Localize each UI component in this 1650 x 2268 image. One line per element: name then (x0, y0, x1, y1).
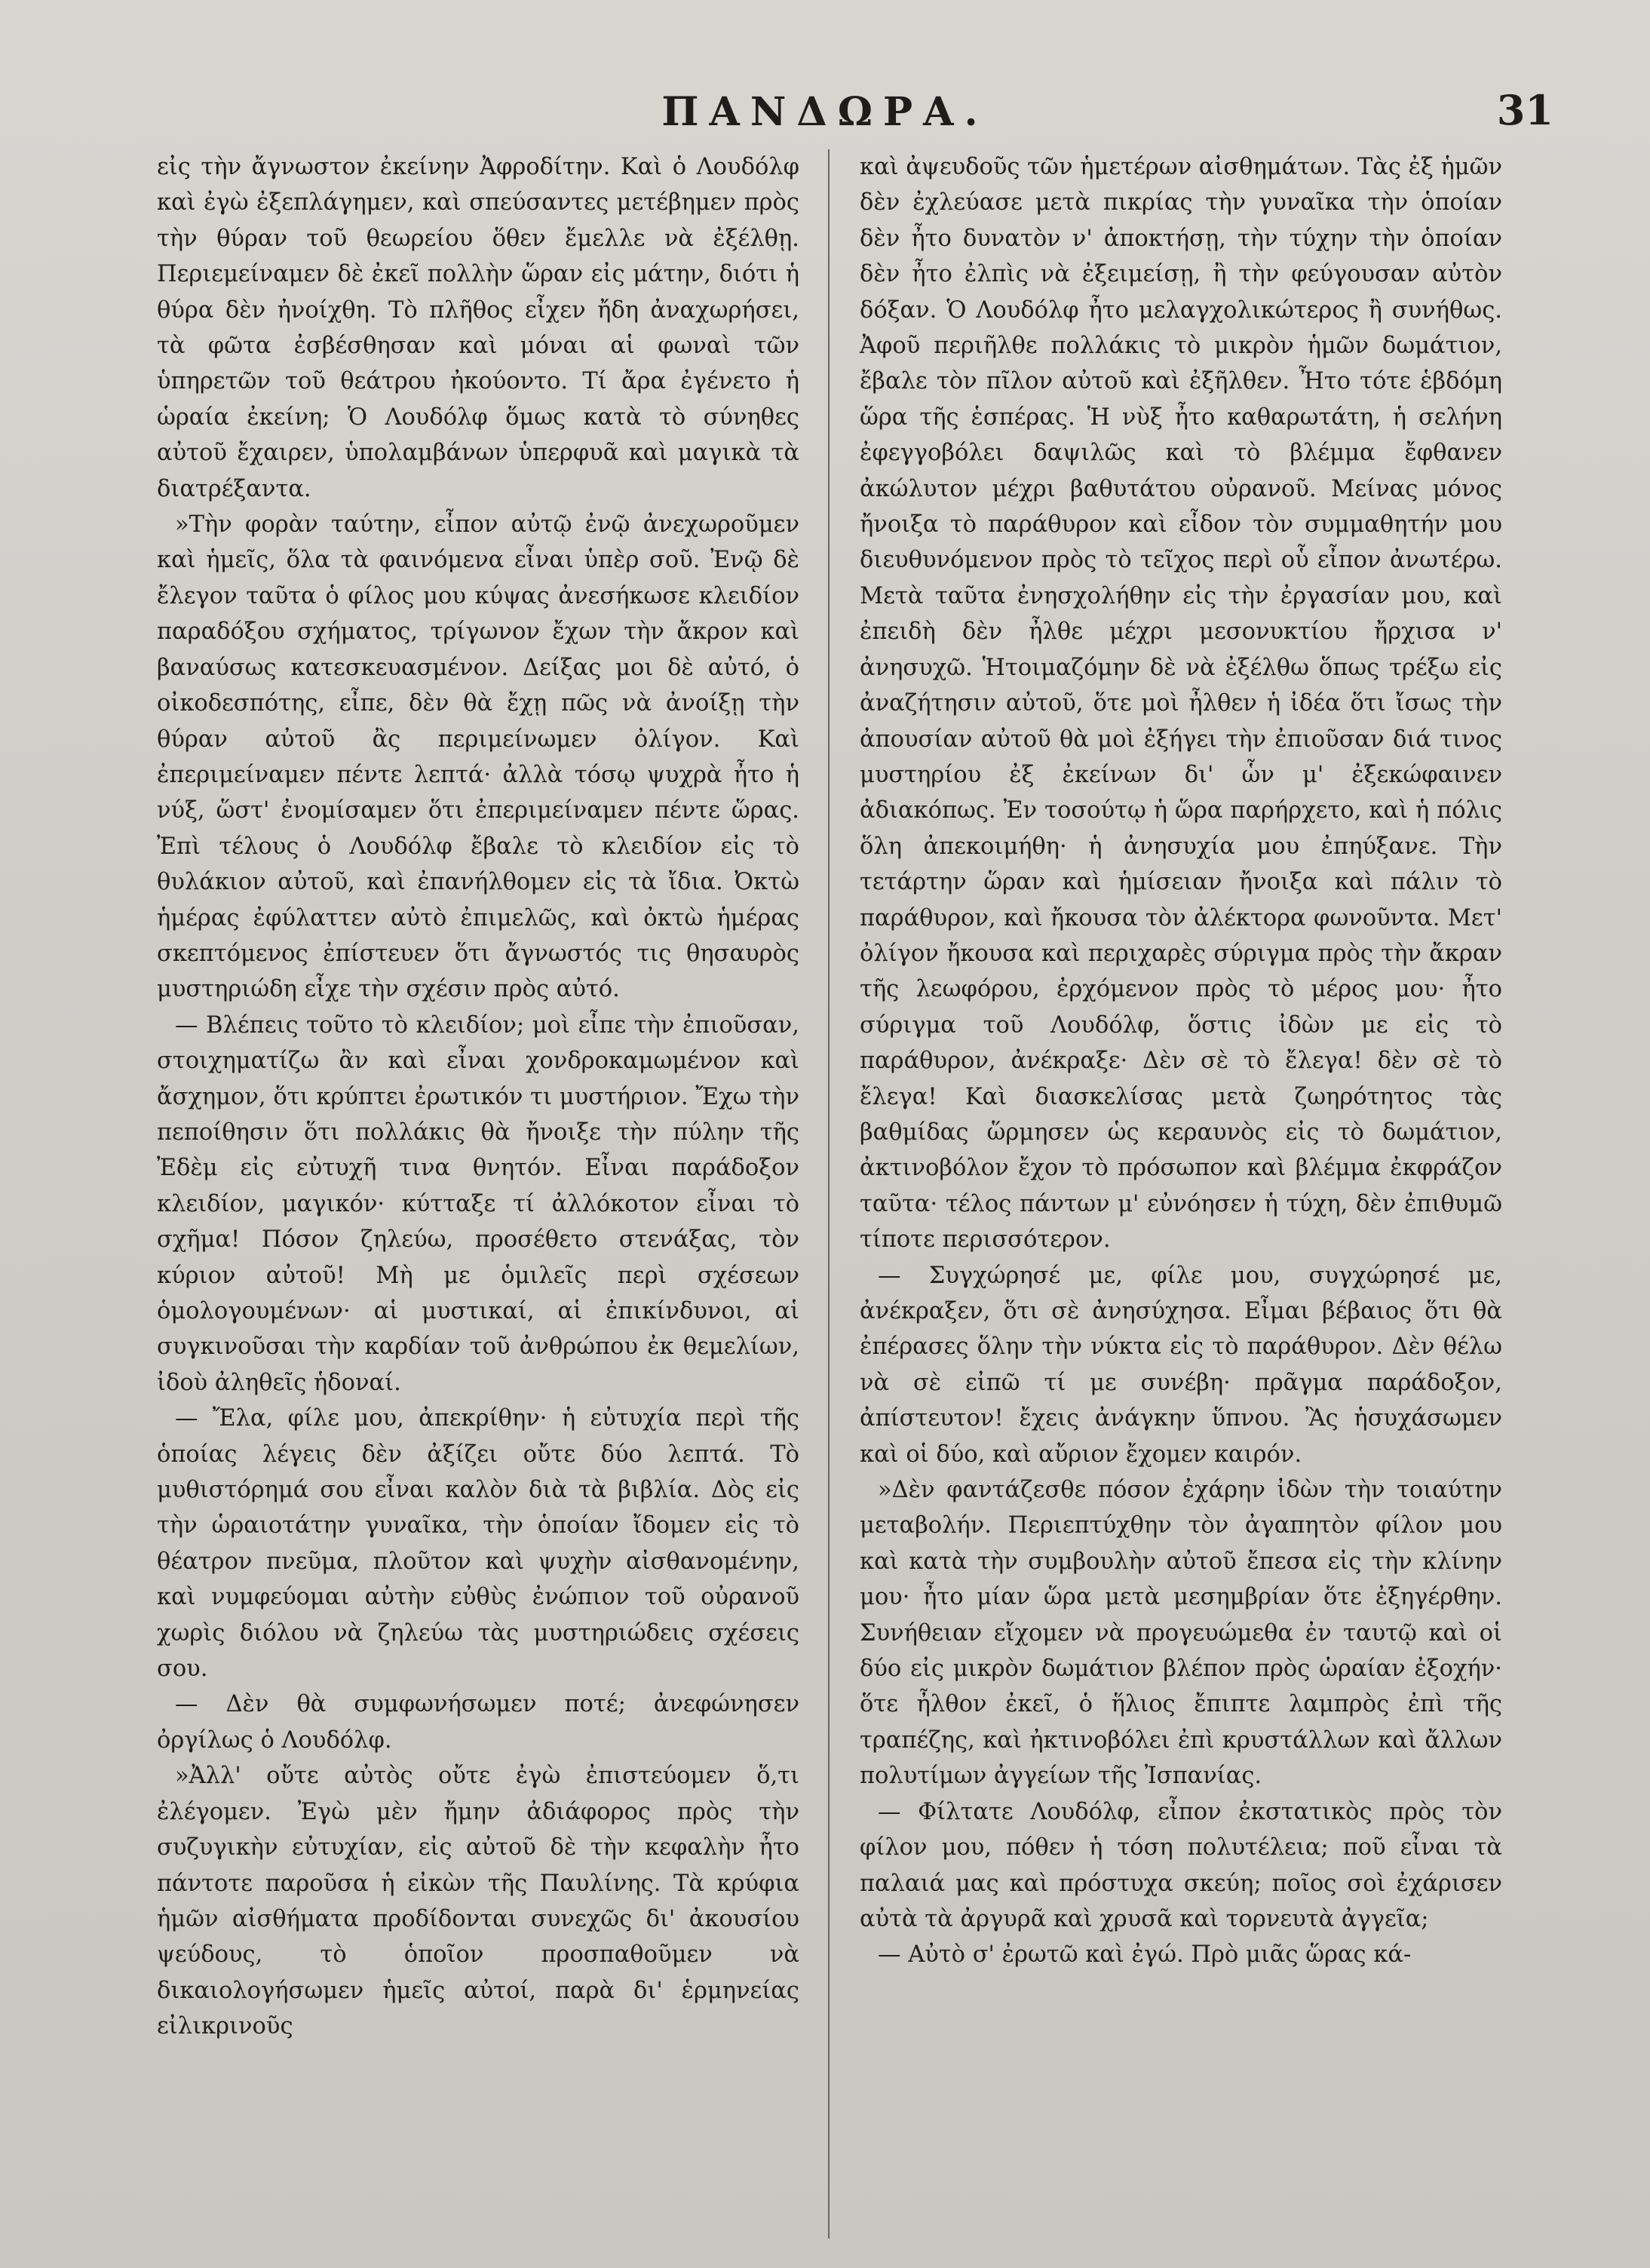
paragraph: — Φίλτατε Λουδόλφ, εἶπον ἐκστατικὸς πρὸς τὸν φίλον μου, πόθεν ἡ τόση πολυτέλεια; ποῦ εἶναι τὰ παλαιά μας καὶ πρόστυχα σκεύη; ποῖος σοὶ ἐχάρισεν αὐτὰ τὰ ἀργυρᾶ καὶ χρυσᾶ καὶ τορνευτὰ ἀγγεῖα; (860, 1798, 1502, 1932)
page-header (0, 81, 1650, 142)
paragraph: »Δὲν φαντάζεσθε πόσον ἐχάρην ἰδὼν τὴν τοιαύτην μεταβολήν. Περιεπτύχθην τὸν ἀγαπητὸν φίλον μου καὶ κατὰ τὴν συμβουλὴν αὐτοῦ ἔπεσα εἰς τὴν κλίνην μου· ἦτο μίαν ὥρα μετὰ μεσημβρίαν ὅτε ἐξηγέρθην. Συνήθειαν εἴχομεν νὰ προγευώμεθα ἐν ταυτῷ καὶ οἱ δύο εἰς μικρὸν δωμάτιον βλέπον πρὸς ὡραίαν ἐξοχήν· ὅτε ἦλθον ἐκεῖ, ὁ ἥλιος ἔπιπτε λαμπρὸς ἐπὶ τῆς τραπέζης, καὶ ἠκτινοβόλει ἐπὶ κρυστάλλων καὶ ἄλλων πολυτίμων ἀγγείων τῆς Ἰσπανίας. (860, 1477, 1502, 1790)
running-title: ΠΑΝΔΩΡΑ. (661, 89, 989, 135)
right-column (860, 149, 1502, 1973)
paragraph: — Αὐτὸ σ' ἐρωτῶ καὶ ἐγώ. Πρὸ μιᾶς ὥρας κά- (878, 1941, 1412, 1969)
paragraph: καὶ ἀψευδοῦς τῶν ἡμετέρων αἰσθημάτων. Τὰς ἐξ ἡμῶν δὲν ἐχλεύασε μετὰ πικρίας τὴν γυναῖκα τὴν ὁποίαν δὲν ἦτο δυνατὸν ν' ἀποκτήσῃ, τὴν τύχην τὴν ὁποίαν δὲν ἦτο ἐλπὶς νὰ ἐξειμείσῃ, ἢ τὴν φεύγουσαν αὐτὸν δόξαν. Ὁ Λουδόλφ ἦτο μελαγχολικώτερος ἢ συνήθως. Ἀφοῦ περιῆλθε πολλάκις τὸ μικρὸν ἡμῶν δωμάτιον, ἔβαλε τὸν πῖλον αὐτοῦ καὶ ἐξῆλθεν. Ἦτο τότε ἑβδόμη ὥρα τῆς ἑσπέρας. Ἡ νὺξ ἦτο καθαρωτάτη, ἡ σελήνη ἐφεγγοβόλει δαψιλῶς καὶ τὸ βλέμμα ἔφθανεν ἀκώλυτον μέχρι βαθυτάτου οὐρανοῦ. Μείνας μόνος ἤνοιξα τὸ παράθυρον καὶ εἶδον τὸν συμμαθητήν μου διευθυνόμενον πρὸς τὸ τεῖχος περὶ οὗ εἶπον ἀνωτέρω. Μετὰ ταῦτα ἐνησχολήθην εἰς τὴν ἐργασίαν μου, καὶ ἐπειδὴ δὲν ἦλθε μέχρι μεσονυκτίου ἤρχισα ν' ἀνησυχῶ. Ἡτοιμαζόμην δὲ νὰ ἐξέλθω ὅπως τρέξω εἰς ἀναζήτησιν αὐτοῦ, ὅτε μοὶ ἦλθεν ἡ ἰδέα ὅτι ἴσως τὴν ἀπουσίαν αὐτοῦ θὰ μοὶ ἐξήγει τὴν ἐπιοῦσαν διά τινος μυστηρίου ἐξ ἐκείνων δι' ὧν μ' ἐξεκώφαινεν ἀδιακόπως. Ἐν τοσούτῳ ἡ ὥρα παρήρχετο, καὶ ἡ πόλις ὅλη ἀπεκοιμήθη· ἡ ἀνησυχία μου ἐπηύξανε. Τὴν τετάρτην ὥραν καὶ ἡμίσειαν ἤνοιξα καὶ πάλιν τὸ παράθυρον, καὶ ἤκουσα τὸν ἀλέκτορα φωνοῦντα. Μετ' ὀλίγον ἤκουσα καὶ περιχαρὲς σύριγμα πρὸς τὴν ἄκραν τῆς λεωφόρου, ἐρχόμενον πρὸς τὸ μέρος μου· ἦτο σύριγμα τοῦ Λουδόλφ, ὅστις ἰδὼν με εἰς τὸ παράθυρον, ἀνέκραξε· Δὲν σὲ τὸ ἔλεγα! δὲν σὲ τὸ ἔλεγα! Καὶ διασκελίσας μετὰ ζωηρότητος τὰς βαθμίδας ὥρμησεν ὡς κεραυνὸς εἰς τὸ δωμάτιον, ἀκτινοβόλον ἔχον τὸ πρόσωπον καὶ βλέμμα ἐκφράζον ταῦτα· τέλος πάντων μ' εὐνόησεν ἡ τύχη, δὲν ἐπιθυμῶ τίποτε περισσότερον. (860, 154, 1502, 1254)
left-column (157, 149, 799, 2045)
paragraph: — Βλέπεις τοῦτο τὸ κλειδίον; μοὶ εἶπε τὴν ἐπιοῦσαν, στοιχηματίζω ἂν καὶ εἶναι χονδροκαμωμένον καὶ ἄσχημον, ὅτι κρύπτει ἐρωτικόν τι μυστήριον. Ἔχω τὴν πεποίθησιν ὅτι πολλάκις θὰ ἤνοιξε τὴν πύλην τῆς Ἐδὲμ εἰς εὐτυχῆ τινα θνητόν. Εἶναι παράδοξον κλειδίον, μαγικόν· κύτταξε τί ἀλλόκοτον εἶναι τὸ σχῆμα! Πόσον ζηλεύω, προσέθετο στενάξας, τὸν κύριον αὐτοῦ! Μὴ με ὁμιλεῖς περὶ σχέσεων ὁμολογουμένων· αἱ μυστικαί, αἱ ἐπικίνδυνοι, αἱ συγκινοῦσαι τὴν καρδίαν τοῦ ἀνθρώπου ἐκ θεμελίων, ἰδοὺ ἀληθεῖς ἡδοναί. (157, 1011, 799, 1396)
paragraph: »Ἀλλ' οὔτε αὐτὸς οὔτε ἐγὼ ἐπιστεύομεν ὅ,τι ἐλέγομεν. Ἐγὼ μὲν ἤμην ἀδιάφορος πρὸς τὴν συζυγικὴν εὐτυχίαν, εἰς αὐτοῦ δὲ τὴν κεφαλὴν ἦτο πάντοτε παροῦσα ἡ εἰκὼν τῆς Παυλίνης. Τὰ κρύφια ἡμῶν αἰσθήματα προδίδονται συνεχῶς δι' ἀκουσίου ψεύδους, τὸ ὁποῖον προσπαθοῦμεν νὰ δικαιολογήσωμεν ἡμεῖς αὐτοί, παρὰ δι' ἑρμηνείας εἰλικρινοῦς (157, 1763, 799, 2040)
paragraph: »Τὴν φορὰν ταύτην, εἶπον αὐτῷ ἐνῷ ἀνεχωροῦμεν καὶ ἡμεῖς, ὅλα τὰ φαινόμενα εἶναι ὑπὲρ σοῦ. Ἐνῷ δὲ ἔλεγον ταῦτα ὁ φίλος μου κύψας ἀνεσήκωσε κλειδίον παραδόξου σχήματος, τρίγωνον ἔχων τὴν ἄκρον καὶ βαναύσως κατεσκευασμένον. Δείξας μοι δὲ αὐτό, ὁ οἰκοδεσπότης, εἶπε, δὲν θὰ ἔχῃ πῶς νὰ ἀνοίξῃ τὴν θύραν αὐτοῦ ἂς περιμείνωμεν ὀλίγον. Καὶ ἐπεριμείναμεν πέντε λεπτά· ἀλλὰ τόσῳ ψυχρὰ ἦτο ἡ νύξ, ὥστ' ἐνομίσαμεν ὅτι ἐπεριμείναμεν πέντε ὥρας. Ἐπὶ τέλους ὁ Λουδόλφ ἔβαλε τὸ κλειδίον εἰς τὸ θυλάκιον αὐτοῦ, καὶ ἐπανήλθομεν εἰς τὰ ἴδια. Ὀκτὼ ἡμέρας ἐφύλαττεν αὐτὸ ἐπιμελῶς, καὶ ὀκτὼ ἡμέρας σκεπτόμενος ἐπίστευεν ὅτι ἄγνωστός τις θησαυρὸς μυστηριώδη εἶχε τὴν σχέσιν πρὸς αὐτό. (157, 511, 799, 1003)
paragraph: εἰς τὴν ἄγνωστον ἐκείνην Ἀφροδίτην. Καὶ ὁ Λουδόλφ καὶ ἐγὼ ἐξεπλάγημεν, καὶ σπεύσαντες μετέβημεν πρὸς τὴν θύραν τοῦ θεωρείου ὅθεν ἔμελλε νὰ ἐξέλθῃ. Περιεμείναμεν δὲ ἐκεῖ πολλὴν ὥραν εἰς μάτην, διότι ἡ θύρα δὲν ἠνοίχθη. Τὸ πλῆθος εἶχεν ἤδη ἀναχωρήσει, τὰ φῶτα ἐσβέσθησαν καὶ μόναι αἱ φωναὶ τῶν ὑπηρετῶν τοῦ θεάτρου ἠκούοντο. Τί ἄρα ἐγένετο ἡ ὡραία ἐκείνη; Ὁ Λουδόλφ ὅμως κατὰ τὸ σύνηθες αὐτοῦ ἔχαιρεν, ὑπολαμβάνων ὑπερφυᾶ καὶ μαγικὰ τὰ διατρέξαντα. (157, 154, 799, 502)
paragraph: — Ἔλα, φίλε μου, ἀπεκρίθην· ἡ εὐτυχία περὶ τῆς ὁποίας λέγεις δὲν ἀξίζει οὔτε δύο λεπτά. Τὸ μυθιστόρημά σου εἶναι καλὸν διὰ τὰ βιβλία. Δὸς εἰς τὴν ὡραιοτάτην γυναῖκα, τὴν ὁποίαν ἴδομεν εἰς τὸ θέατρον πνεῦμα, πλοῦτον καὶ ψυχὴν αἰσθανομένην, καὶ νυμφεύομαι αὐτὴν εὐθὺς ἐνώπιον τοῦ οὐρανοῦ χωρὶς διόλου νὰ ζηλεύω τὰς μυστηριώδεις σχέσεις σου. (157, 1405, 799, 1683)
column-divider (828, 149, 830, 2239)
page-number: 31 (1496, 86, 1553, 134)
paragraph: — Δὲν θὰ συμφωνήσωμεν ποτέ; ἀνεφώνησεν ὀργίλως ὁ Λουδόλφ. (157, 1691, 799, 1754)
paragraph: — Συγχώρησέ με, φίλε μου, συγχώρησέ με, ἀνέκραξεν, ὅτι σὲ ἀνησύχησα. Εἶμαι βέβαιος ὅτι θὰ ἐπέρασες ὅλην τὴν νύκτα εἰς τὸ παράθυρον. Δὲν θέλω νὰ σὲ εἰπῶ τί με συνέβη· πρᾶγμα παράδοξον, ἀπίστευτον! ἔχεις ἀνάγκην ὕπνου. Ἂς ἡσυχάσωμεν καὶ οἱ δύο, καὶ αὔριον ἔχομεν καιρόν. (860, 1262, 1502, 1468)
